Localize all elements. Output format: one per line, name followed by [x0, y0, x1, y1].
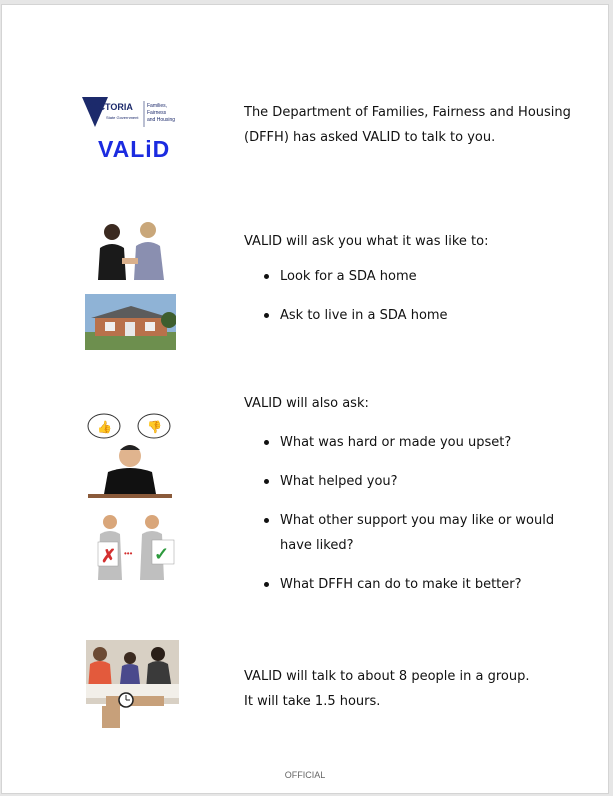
right-and-wrong-image — [86, 512, 178, 580]
section4-line2: It will take 1.5 hours. — [244, 694, 381, 709]
list-item: What was hard or made you upset? — [264, 430, 554, 455]
section4-line1: VALID will talk to about 8 people in a group. — [244, 669, 530, 684]
thumbs-up-icon: 👍 — [97, 420, 112, 434]
valid-logo: VALiD — [98, 136, 171, 162]
victoria-government-logo — [82, 97, 192, 133]
check-icon: ✓ — [154, 544, 170, 564]
dept-line-1: Families, — [147, 103, 168, 109]
section1-line1: The Department of Families, Fairness and Housing — [244, 105, 571, 120]
dots-icon: ••• — [124, 549, 133, 558]
footer-classification: OFFICIAL — [284, 770, 326, 780]
section2-bullet-list — [264, 264, 448, 328]
sda-house-photo — [85, 294, 176, 350]
two-people-talking-image — [92, 218, 168, 280]
list-item-continuation: have liked? — [280, 538, 354, 553]
section2-intro: VALID will ask you what it was like to: — [244, 234, 489, 249]
list-item: What other support you may like or would — [264, 508, 554, 533]
victoria-wordmark: VICTORIA — [90, 102, 133, 112]
document-page — [1, 4, 609, 794]
state-gov-text: State Government — [106, 115, 139, 120]
thumbs-down-icon: 👎 — [147, 420, 162, 434]
section1-text — [244, 100, 571, 150]
list-item: Look for a SDA home — [264, 264, 448, 289]
section3-intro: VALID will also ask: — [244, 396, 369, 411]
dept-line-3: and Housing — [147, 117, 176, 123]
section4-text — [244, 664, 530, 714]
man-thinking-image — [86, 410, 174, 498]
list-item: What DFFH can do to make it better? — [264, 572, 554, 597]
group-meeting-with-watch-image — [86, 640, 179, 728]
section1-line2: (DFFH) has asked VALID to talk to you. — [244, 130, 496, 145]
list-item: What helped you? — [264, 469, 554, 494]
section3-bullet-list — [264, 430, 554, 597]
list-item: Ask to live in a SDA home — [264, 303, 448, 328]
dept-line-2: Fairness — [147, 110, 167, 116]
cross-icon: ✗ — [101, 546, 117, 566]
